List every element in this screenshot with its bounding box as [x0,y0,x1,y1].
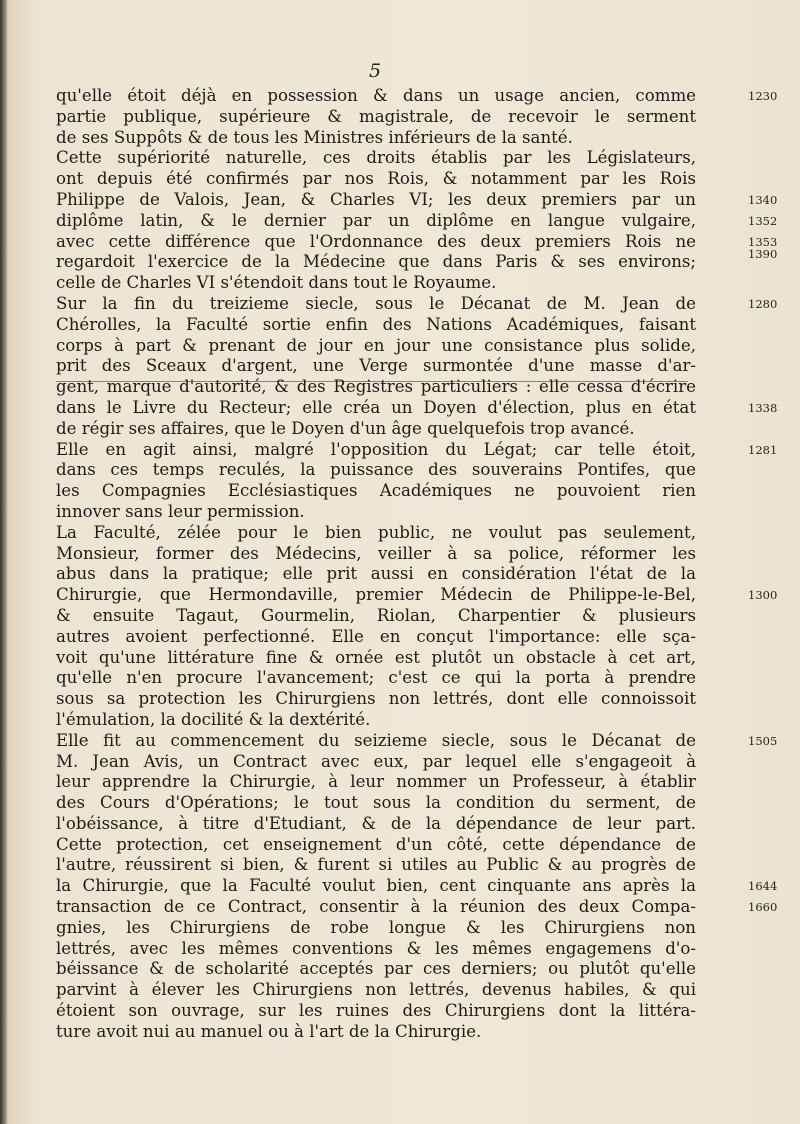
text-line: Cette supériorité naturelle, ces droits établis par les Législateurs, [56,148,696,168]
text-line: La Faculté, zélée pour le bien public, ne voulut pas seulement, [56,522,696,542]
text-line: gent, marque d'autorité, & des Registres particuliers : elle cessa d'écrire [56,377,696,397]
text-line: dans le Livre du Recteur; elle créa un Doyen d'élection, plus en état [56,397,696,417]
text-line: abus dans la pratique; elle prit aussi en considération l'état de la [56,564,696,584]
text-line: M. Jean Avis, un Contract avec eux, par lequel elle s'engageoit à [56,751,696,771]
text-line: autres avoient perfectionné. Elle en conçut l'importance: elle sça- [56,626,696,646]
text-line: Chirurgie, que Hermondaville, premier Médecin de Philippe-le-Bel, [56,585,696,605]
text-line: les Compagnies Ecclésiastiques Académiques ne pouvoient rien [56,481,696,501]
margin-date: 1505 [748,733,778,748]
margin-date: 1644 [748,879,778,894]
text-line: corps à part & prenant de jour en jour une consistance plus solide, [56,335,696,355]
margin-date: 1390 [748,246,778,261]
text-line: transaction de ce Contract, consentir à la réunion des deux Compa- [56,897,696,917]
text-line: la Chirurgie, que la Faculté voulut bien, cent cinquante ans après la [56,876,696,896]
page-number: 5 [369,60,382,82]
margin-date: 1353 [748,234,778,249]
text-line: Cette protection, cet enseignement d'un côté, cette dépendance de [56,834,696,854]
text-line: leur apprendre la Chirurgie, à leur nommer un Professeur, à établir [56,772,696,792]
text-line: diplôme latin, & le dernier par un diplôme en langue vulgaire, [56,210,696,230]
margin-date: 1352 [748,213,778,228]
text-line: de ses Suppôts & de tous les Ministres inférieurs de la santé. [56,127,573,147]
text-line: partie publique, supérieure & magistrale, de recevoir le serment [56,106,696,126]
text-line: parvint à élever les Chirurgiens non lettrés, devenus habiles, & qui [56,980,696,1000]
text-line: celle de Charles VI s'étendoit dans tout le Royaume. [56,273,497,293]
text-line: lettrés, avec les mêmes conventions & les mêmes engagemens d'o- [56,938,696,958]
margin-date: 1281 [748,442,778,457]
text-line: sous sa protection les Chirurgiens non lettrés, dont elle connoissoit [56,689,696,709]
text-line: Sur la fin du treizieme siecle, sous le Décanat de M. Jean de [56,293,696,313]
margin-date: 1660 [748,900,778,915]
text-line: regardoit l'exercice de la Médecine que dans Paris & ses environs; [56,252,696,272]
text-line: des Cours d'Opérations; le tout sous la condition du serment, de [56,793,696,813]
margin-date: 1300 [748,588,778,603]
text-line: Philippe de Valois, Jean, & Charles VI; les deux premiers par un [56,189,696,209]
text-line: étoient son ouvrage, sur les ruines des Chirurgiens dont la littéra- [56,1001,696,1021]
text-line: ture avoit nui au manuel ou à l'art de la Chirurgie. [56,1021,482,1041]
text-line: avec cette différence que l'Ordonnance des deux premiers Rois ne [56,231,696,251]
body-text [56,86,696,1043]
text-line: l'émulation, la docilité & la dextérité. [56,709,371,729]
text-line: Elle fit au commencement du seizieme siecle, sous le Décanat de [56,730,696,750]
book-spine-shadow [0,0,8,1124]
text-line: & ensuite Tagaut, Gourmelin, Riolan, Charpentier & plusieurs [56,605,696,625]
text-line: de régir ses affaires, que le Doyen d'un âge quelquefois trop avancé. [56,418,635,438]
text-line: l'autre, réussirent si bien, & furent si utiles au Public & au progrès de [56,855,696,875]
margin-date: 1340 [748,193,778,207]
text-line: gnies, les Chirurgiens de robe longue & les Chirurgiens non [56,917,696,937]
margin-date: 1280 [748,297,778,311]
text-line: qu'elle étoit déjà en possession & dans un usage ancien, comme [56,86,696,105]
text-line: Chérolles, la Faculté sortie enfin des Nations Académiques, faisant [56,314,696,334]
margin-date: 1338 [748,401,778,415]
text-line: Monsieur, former des Médecins, veiller à sa police, réformer les [56,543,696,563]
text-line: voit qu'une littérature fine & ornée est plutôt un obstacle à cet art, [56,647,696,667]
text-line: innover sans leur permission. [56,501,305,521]
text-line: l'obéissance, à titre d'Etudiant, & de la dépendance de leur part. [56,813,696,833]
text-line: qu'elle n'en procure l'avancement; c'est ce qui la porta à prendre [56,668,696,688]
text-line: dans ces temps reculés, la puissance des souverains Pontifes, que [56,460,696,480]
margin-date: 1230 [748,89,778,103]
text-line: béissance & de scholarité acceptés par ces derniers; ou plutôt qu'elle [56,959,696,979]
text-line: ont depuis été confirmés par nos Rois, & notamment par les Rois [56,169,696,189]
text-line: Elle en agit ainsi, malgré l'opposition du Légat; car telle étoit, [56,439,696,459]
text-line: prit des Sceaux d'argent, une Verge surmontée d'une masse d'ar- [56,356,696,376]
